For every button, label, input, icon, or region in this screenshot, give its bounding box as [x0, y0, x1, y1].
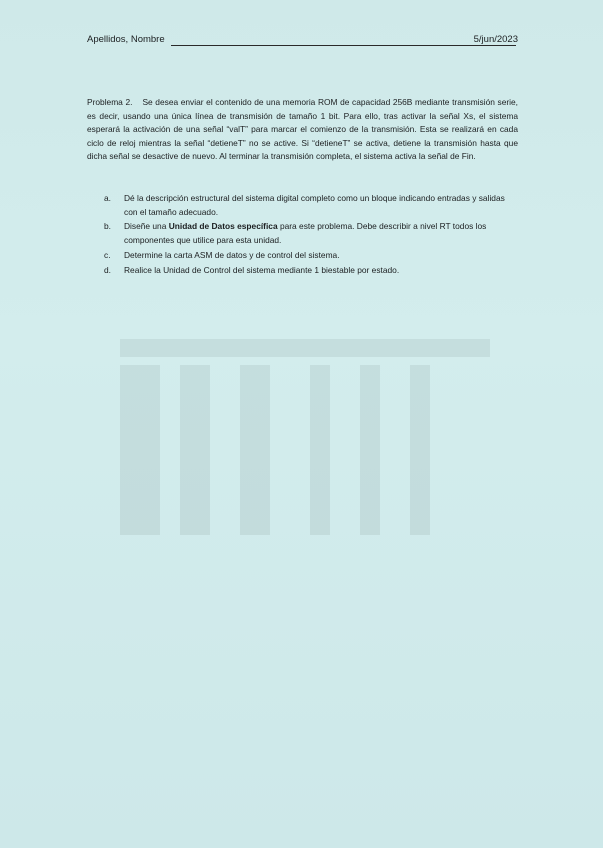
- problem-statement: [87, 96, 518, 164]
- task-text: Determine la carta ASM de datos y de control del sistema.: [124, 249, 340, 260]
- problem-text: Se desea enviar el contenido de una memoria ROM de capacidad 256B mediante transmisión serie, es decir, usando una única línea de transmisión de tamaño 1 bit. Para ello, tras activar la señal Xs, el sistema esperará la activación de una señal “valT” para marcar el comienzo de la transmisión. Esta se realizará en cada ciclo de reloj mientras la señal “detieneT” no se active. Si “detieneT” se activa, detiene la transmisión hasta que dicha señal se desactive de nuevo. Al terminar la transmisión completa, el sistema activa la señal de Fin.: [87, 97, 518, 162]
- task-item-d: [104, 264, 518, 278]
- task-text-after: para este problema. Debe describir a nivel RT todos los componentes que utilice para esta unidad.: [124, 221, 487, 245]
- task-letter: d.: [104, 264, 111, 275]
- task-text-bold: Unidad de Datos específica: [168, 221, 278, 232]
- task-list: [104, 192, 518, 278]
- name-label: Apellidos, Nombre: [87, 34, 165, 45]
- bleed-through-table: [120, 325, 490, 545]
- task-letter: a.: [104, 193, 111, 203]
- header: [87, 34, 520, 50]
- exam-date: 5/jun/2023: [473, 34, 518, 45]
- task-letter: c.: [104, 249, 111, 260]
- task-text-before: Diseñe una: [124, 221, 169, 232]
- task-item-a: [104, 192, 518, 219]
- task-letter: b.: [104, 221, 111, 232]
- name-line: [171, 45, 516, 46]
- task-text: Dé la descripción estructural del sistema digital completo como un bloque indicando entradas y salidas con el tamaño adecuado.: [124, 193, 505, 217]
- problem-label: Problema 2.: [87, 97, 133, 107]
- task-item-b: [104, 220, 518, 247]
- task-text: Realice la Unidad de Control del sistema mediante 1 biestable por estado.: [124, 264, 400, 275]
- task-item-c: [104, 249, 518, 263]
